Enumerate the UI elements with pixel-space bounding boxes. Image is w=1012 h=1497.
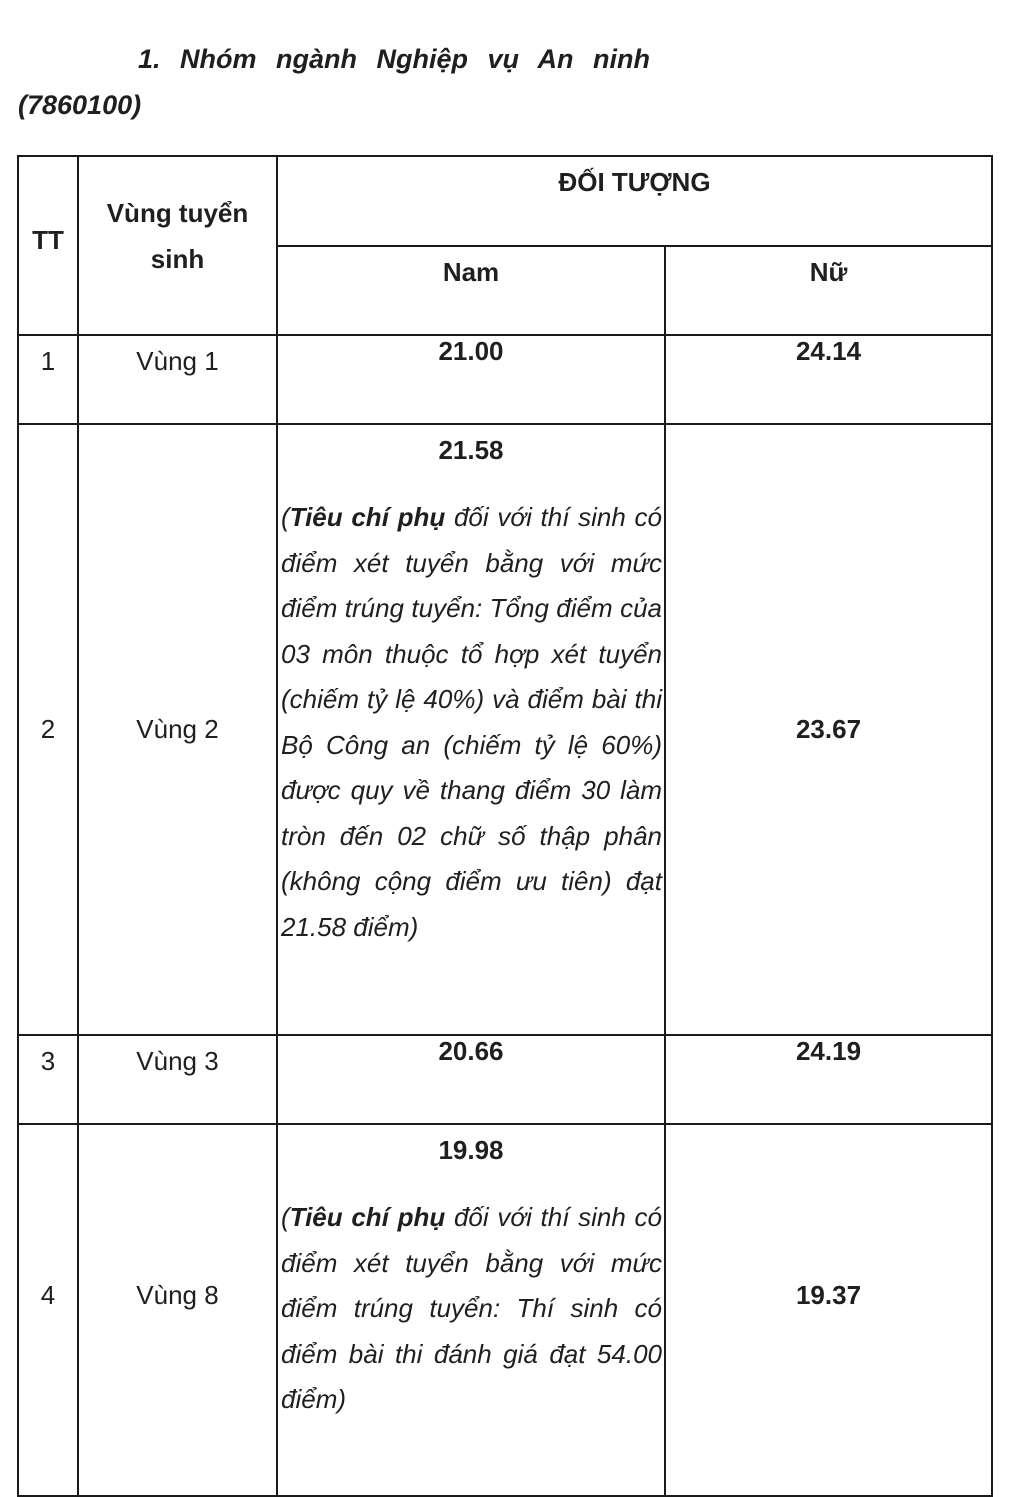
row-region: Vùng 2 <box>78 424 277 1035</box>
row-index: 4 <box>18 1124 78 1496</box>
section-heading-code: (7860100) <box>18 90 142 120</box>
row-female-score: 19.37 <box>665 1124 992 1496</box>
header-target-group: ĐỐI TƯỢNG <box>277 156 992 246</box>
header-tt: TT <box>18 156 78 335</box>
row-male-score: 20.66 <box>277 1035 665 1124</box>
note-text: đối với thí sinh có điểm xét tuyển bằng với mức điểm trúng tuyển: Tổng điểm của 03 môn thuộc tổ hợp xét tuyển (chiếm tỷ lệ 40%) và điểm bài thi Bộ Công an (chiếm tỷ lệ 60%) được quy về thang điểm 30 làm tròn đến 02 chữ số thập phân (không cộng điểm ưu tiên) đạt 21.58 điểm) <box>281 502 663 942</box>
row-index: 1 <box>18 335 78 424</box>
admission-scores-table <box>17 155 993 1497</box>
row-male-score: 21.00 <box>277 335 665 424</box>
header-female: Nữ <box>665 246 992 335</box>
section-heading-title: 1. Nhóm ngành Nghiệp vụ An ninh <box>138 44 650 74</box>
header-region: Vùng tuyển sinh <box>78 156 277 335</box>
row-index: 3 <box>18 1035 78 1124</box>
row-male-score-cell <box>277 1124 665 1496</box>
section-heading <box>18 36 698 128</box>
note-open-paren: ( <box>281 1202 290 1232</box>
row-male-score: 21.58 <box>438 435 504 465</box>
row-male-score: 19.98 <box>438 1135 504 1165</box>
row-region: Vùng 1 <box>78 335 277 424</box>
row-region: Vùng 3 <box>78 1035 277 1124</box>
note-text: đối với thí sinh có điểm xét tuyển bằng với mức điểm trúng tuyển: Thí sinh có điểm bài thi đánh giá đạt 54.00 điểm) <box>281 1202 663 1414</box>
row-female-score: 23.67 <box>665 424 992 1035</box>
table-row <box>18 335 992 424</box>
row-region: Vùng 8 <box>78 1124 277 1496</box>
tiebreak-note <box>278 465 664 966</box>
table-row <box>18 1035 992 1124</box>
note-bold-label: Tiêu chí phụ <box>289 502 446 532</box>
note-bold-label: Tiêu chí phụ <box>289 1202 446 1232</box>
tiebreak-note <box>278 1165 664 1439</box>
row-index: 2 <box>18 424 78 1035</box>
table-row <box>18 1124 992 1496</box>
row-female-score: 24.19 <box>665 1035 992 1124</box>
row-female-score: 24.14 <box>665 335 992 424</box>
table-row <box>18 424 992 1035</box>
note-open-paren: ( <box>281 502 290 532</box>
row-male-score-cell <box>277 424 665 1035</box>
header-male: Nam <box>277 246 665 335</box>
